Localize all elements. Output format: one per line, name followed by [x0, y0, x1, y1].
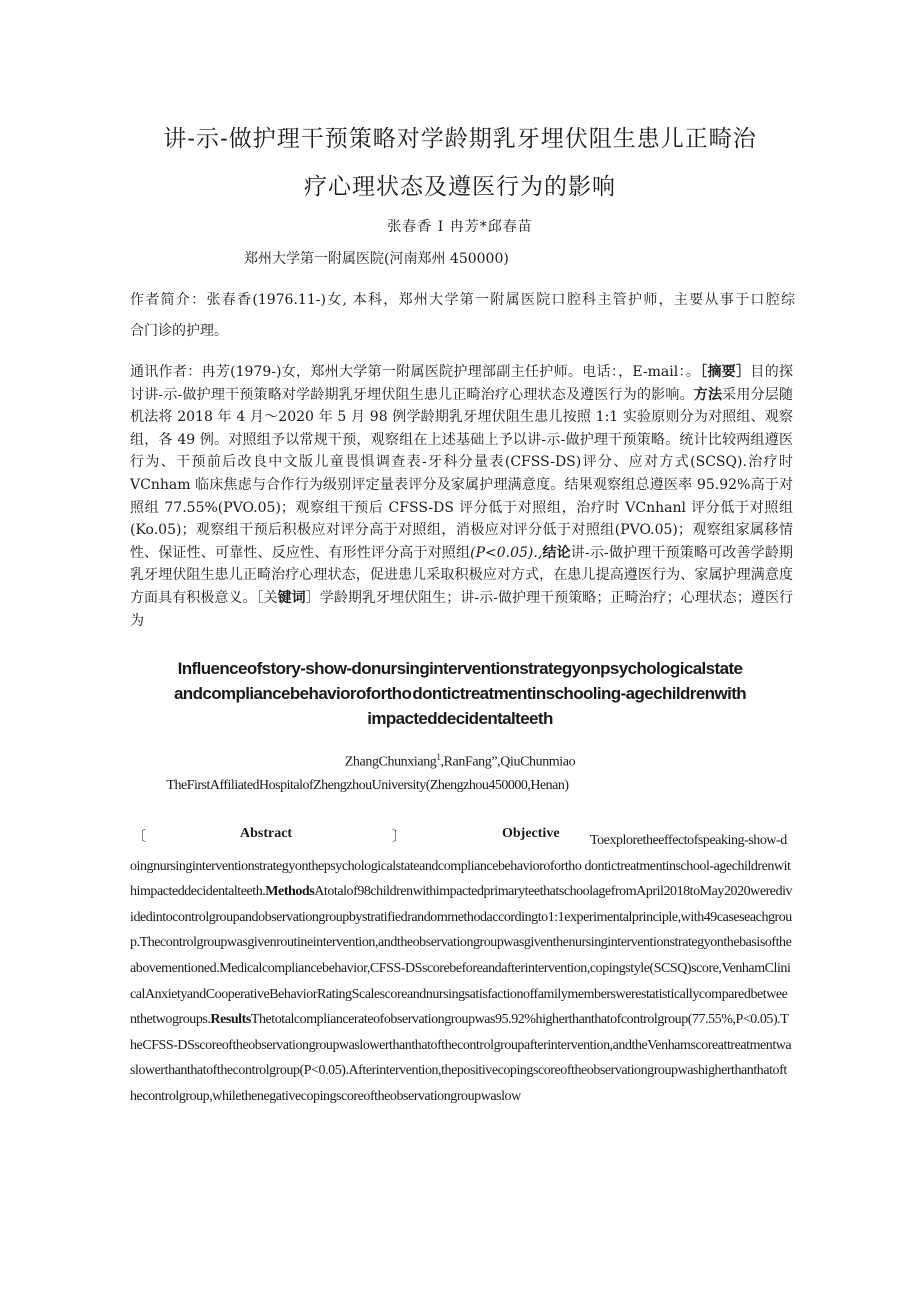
affiliation-en: TheFirstAffiliatedHospitalofZhengzhouUniversity(Zhengzhou450000,Henan): [166, 778, 569, 793]
label-keywords-cn: 键词: [277, 589, 306, 606]
title-cn-line2: 疗心理状态及遵医行为的影响: [304, 174, 616, 200]
abstract-cn: [130, 361, 793, 632]
label-keywords-open: ［关: [256, 589, 278, 606]
title-en-line1: Influenceofstory-show-donursinginterventionstrategyonpsychologicalstate: [177, 659, 743, 678]
p-value: (P<0.05).,: [470, 544, 543, 561]
bracket-close: 〕: [392, 830, 406, 845]
authors-cn: 张春香 I 冉芳*邱春苗: [387, 219, 533, 235]
title-en-line2: andcompliancebehaviorofortho dontictreatmentinschooling-agechildrenwith: [173, 684, 747, 703]
conclusion-cn: 讲-示-做护理干预策略可改善学龄期乳牙埋伏阻生患儿正畸治疗心理状态，促进患儿采取积极应对方式，在患儿提高遵医行为、家属护理满意度方面具有积极意义。: [130, 544, 794, 606]
label-method-cn: 方法: [693, 386, 723, 403]
author-en-rest: ,RanFang”,QiuChunmiao: [440, 754, 576, 770]
author-en-sup1: 1: [436, 752, 441, 762]
correspondence: 通讯作者：冉芳(1979-)女，郑州大学第一附属医院护理部副主任护师。电话：，E-mail：。: [130, 364, 701, 380]
methods-en: Atotalof98childrenwithimpactedprimaryteethatschoolagefromApril2018toMay2020weredividedintocontrolgroupandobservationgroupbystratifiedrandommethodaccordingto1:1experimentalprinciple,with49caseseachgroup.Thecontrolgroupwasgivenroutineintervention,andtheobservationgroupwasgiventhenursinginterventionstrategyonthebasisoftheabovementioned.Medicalcompliancebehavior,CFSS-DSscorebeforeandafterintervention,copingstyle(SCSQ)score,VenhamClinicalAnxietyandCooperativeBehaviorRatingScalescoreandnursingsatisfactionoffamilymemberswerestatisticallycomparedbetweenthetwogroups.: [130, 884, 793, 1028]
results-en: Thetotalcompliancerateofobservationgroupwas95.92%higherthanthatofcontrolgroup(77.55%,P<0.05).TheCFSS-DSscoreoftheobservationgroupwaslowerthanthatofthecontrolgroupafterintervention,andtheVenhamscoreattreatmentwaslowerthanthatofthecontrolgroup(P<0.05).Afterintervention,thepositivecopingscoreoftheobservationgroupwashigherthanthatofthecontrolgroup,whilethenegativecopingscoreoftheobservationgroupwaslow: [130, 1012, 792, 1104]
authors-en: [0, 752, 920, 771]
bracket-open: 〔: [132, 830, 146, 845]
label-keywords-close: ］: [305, 589, 320, 606]
author-bio-line2: 合门诊的护理。: [130, 323, 228, 339]
author-bio-line1: 作者简介：张春香(1976.11-)女, 本科，郑州大学第一附属医院口腔科主管护师，主要从事于口腔综: [130, 292, 795, 308]
label-methods-en: Methods: [265, 884, 315, 900]
author-en-name1: ZhangChunxiang: [344, 754, 437, 770]
method-cn: 采用分层随机法将 2018 年 4 月～2020 年 5 月 98 例学龄期乳牙埋伏阻生患儿按照 1:1 实验原则分为对照组、观察组，各 49 例。对照组予以常规干预，观察组在上述基础上予以讲-示-做护理干预策略。统计比较两组遵医行为、干预前后改良中文版儿童畏惧调查表-牙科分量表(CFSS-DS)评分、应对方式(SCSQ).治疗时 VCnham 临床焦虑与合作行为级别评定量表评分及家属护理满意度。结果观察组总遵医率 95.92%高于对照组 77.55%(PVO.05)；观察组干预后 CFSS-DS 评分低于对照组，治疗时 VCnhanl 评分低于对照组(Ko.05)；观察组干预后积极应对评分高于对照组，消极应对评分低于对照组(PVO.05)；观察组家属移情性、保证性、可靠性、反应性、有形性评分高于对照组: [130, 386, 793, 561]
objective-en: Toexploretheeffectofspeaking-show-doingnursinginterventionstrategyonthepsychologicalstateandcompliancebehaviorofortho dontictreatmentinschool-agechildrenwithimpacteddecidentalteeth.: [130, 833, 791, 900]
objective-cn: 目的探讨讲-示-做护理干预策略对学龄期乳牙埋伏阻生患儿正畸治疗心理状态及遵医行为的影响。: [130, 364, 794, 403]
title-en-line3: impacteddecidentalteeth: [367, 709, 553, 728]
abstract-en-body: [130, 828, 793, 1110]
title-cn-line1: 讲-示-做护理干预策略对学龄期乳牙埋伏阻生患儿正畸治: [163, 126, 757, 152]
label-conclusion-cn: 结论: [542, 544, 571, 561]
keywords-cn: 学龄期乳牙埋伏阻生；讲-示-做护理干预策略；正畸治疗；心理状态；遵医行为: [130, 589, 794, 629]
label-results-en: Results: [210, 1012, 251, 1028]
label-objective-en: Objective: [502, 826, 560, 841]
affiliation-cn: 郑州大学第一附属医院(河南郑州 450000): [244, 251, 509, 267]
label-abstract-cn: ［摘要］: [700, 364, 751, 380]
label-abstract-en: Abstract: [240, 826, 293, 841]
